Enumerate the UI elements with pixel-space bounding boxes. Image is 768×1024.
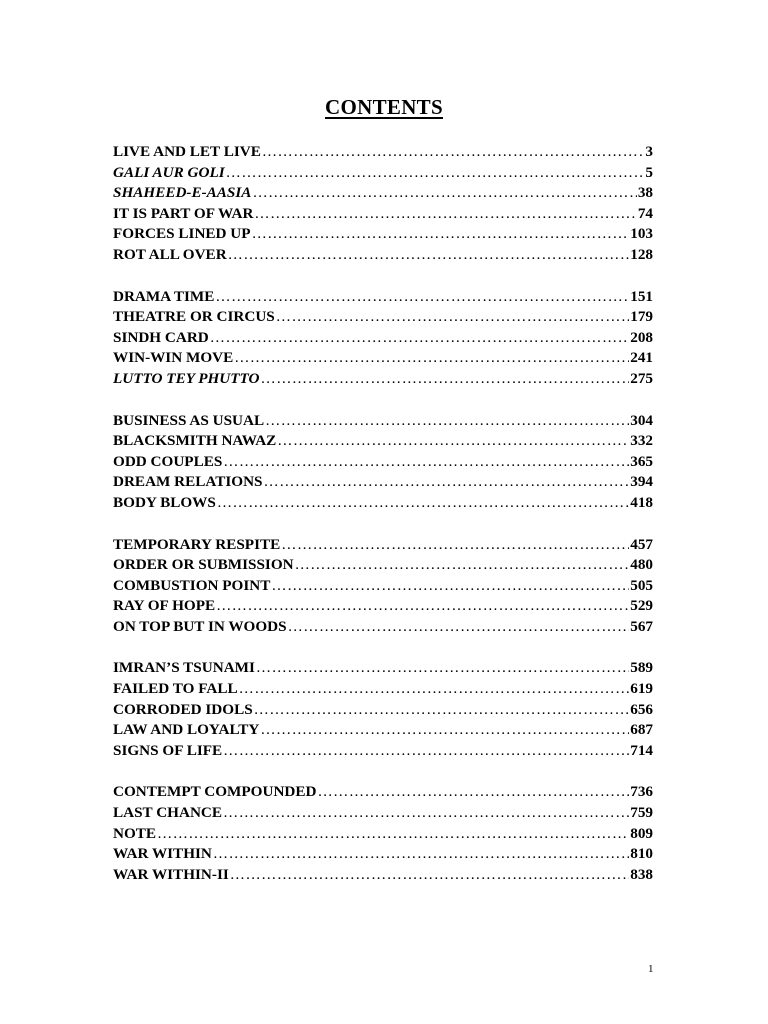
dot-leader (260, 720, 629, 741)
toc-entry-title: DREAM RELATIONS (113, 473, 263, 491)
toc-entry-page: 304 (630, 411, 653, 429)
toc-entry-title: THEATRE OR CIRCUS (113, 308, 275, 326)
dot-leader (254, 700, 630, 721)
toc-group (113, 411, 653, 514)
dot-leader (223, 741, 629, 762)
toc-entry (113, 700, 653, 721)
dot-leader (254, 204, 636, 225)
table-of-contents (113, 142, 653, 906)
toc-entry-page: 759 (630, 804, 653, 822)
toc-entry-title: WIN-WIN MOVE (113, 349, 234, 367)
toc-entry-title: ORDER OR SUBMISSION (113, 556, 294, 574)
toc-entry-title: GALI AUR GOLI (113, 163, 225, 181)
toc-entry-title: LAW AND LOYALTY (113, 721, 260, 739)
toc-entry-title: BUSINESS AS USUAL (113, 411, 265, 429)
toc-entry-title: TEMPORARY RESPITE (113, 535, 281, 553)
toc-entry-page: 128 (630, 245, 653, 263)
toc-entry (113, 163, 653, 184)
toc-entry-page: 151 (630, 287, 653, 305)
toc-entry-title: FORCES LINED UP (113, 225, 251, 243)
dot-leader (265, 411, 629, 432)
dot-leader (262, 142, 645, 163)
toc-entry-page: 810 (630, 845, 653, 863)
toc-entry-title: COMBUSTION POINT (113, 576, 271, 594)
toc-entry (113, 411, 653, 432)
toc-entry (113, 535, 653, 556)
toc-entry (113, 844, 653, 865)
toc-entry-page: 418 (630, 493, 653, 511)
toc-entry (113, 142, 653, 163)
toc-entry-title: LAST CHANCE (113, 804, 223, 822)
toc-entry (113, 576, 653, 597)
dot-leader (317, 782, 629, 803)
toc-entry (113, 245, 653, 266)
toc-entry-page: 714 (630, 741, 653, 759)
toc-entry (113, 452, 653, 473)
toc-group (113, 142, 653, 266)
toc-entry-page: 589 (630, 659, 653, 677)
toc-entry-title: FAILED TO FALL (113, 680, 238, 698)
toc-entry-title: LIVE AND LET LIVE (113, 143, 261, 160)
toc-group (113, 658, 653, 761)
toc-entry (113, 555, 653, 576)
toc-entry-title: NOTE (113, 824, 157, 842)
dot-leader (288, 617, 630, 638)
toc-entry-page: 567 (630, 617, 653, 635)
toc-entry-title: BLACKSMITH NAWAZ (113, 432, 277, 450)
toc-entry (113, 328, 653, 349)
dot-leader (277, 431, 629, 452)
toc-entry (113, 720, 653, 741)
dot-leader (213, 844, 629, 865)
toc-entry-page: 365 (630, 452, 653, 470)
toc-entry-title: DRAMA TIME (113, 287, 215, 305)
toc-entry (113, 658, 653, 679)
toc-entry (113, 472, 653, 493)
toc-entry (113, 493, 653, 514)
toc-entry-page: 619 (630, 680, 653, 698)
toc-entry-page: 838 (630, 865, 653, 883)
toc-entry-page: 275 (630, 369, 653, 387)
toc-entry-page: 480 (630, 556, 653, 574)
toc-entry (113, 204, 653, 225)
page-number: 1 (648, 963, 654, 975)
toc-entry-page: 656 (630, 700, 653, 718)
toc-entry-title: BODY BLOWS (113, 493, 216, 511)
toc-entry (113, 224, 653, 245)
toc-group (113, 535, 653, 638)
dot-leader (230, 865, 629, 886)
toc-entry-title: CORRODED IDOLS (113, 700, 253, 718)
dot-leader (228, 245, 630, 266)
toc-entry (113, 287, 653, 308)
toc-group (113, 287, 653, 390)
dot-leader (210, 328, 629, 349)
toc-entry-title: WAR WITHIN-II (113, 865, 229, 883)
toc-entry-page: 332 (630, 432, 653, 450)
toc-group (113, 782, 653, 885)
toc-entry (113, 596, 653, 617)
toc-entry (113, 865, 653, 886)
dot-leader (276, 307, 629, 328)
page-title: CONTENTS (325, 95, 443, 119)
toc-entry-page: 529 (630, 597, 653, 615)
dot-leader (226, 163, 645, 184)
dot-leader (223, 452, 629, 473)
toc-entry-page: 457 (630, 535, 653, 553)
toc-entry (113, 803, 653, 824)
toc-entry-page: 179 (630, 308, 653, 326)
toc-entry-title: IMRAN’S TSUNAMI (113, 659, 255, 677)
toc-entry-page: 736 (630, 783, 653, 801)
toc-entry (113, 824, 653, 845)
toc-entry (113, 369, 653, 390)
toc-entry-page: 208 (630, 328, 653, 346)
toc-entry (113, 307, 653, 328)
toc-entry-title: WAR WITHIN (113, 845, 212, 863)
dot-leader (261, 369, 630, 390)
dot-leader (239, 679, 630, 700)
dot-leader (252, 183, 636, 204)
toc-entry-title: SINDH CARD (113, 328, 209, 346)
dot-leader (157, 824, 629, 845)
dot-leader (217, 493, 629, 514)
toc-entry-title: ON TOP BUT IN WOODS (113, 617, 287, 635)
dot-leader (223, 803, 629, 824)
toc-entry-page: 241 (630, 349, 653, 367)
toc-entry-title: SIGNS OF LIFE (113, 741, 223, 759)
toc-entry-page: 505 (630, 576, 653, 594)
toc-entry (113, 741, 653, 762)
toc-entry-page: 687 (630, 721, 653, 739)
dot-leader (256, 658, 629, 679)
toc-entry (113, 431, 653, 452)
toc-entry-title: IT IS PART OF WAR (113, 204, 254, 222)
toc-entry-title: CONTEMPT COMPOUNDED (113, 783, 317, 801)
toc-entry-title: RAY OF HOPE (113, 597, 216, 615)
dot-leader (216, 596, 629, 617)
dot-leader (252, 224, 630, 245)
toc-entry (113, 348, 653, 369)
toc-entry-title: LUTTO TEY PHUTTO (113, 369, 260, 387)
toc-entry (113, 183, 653, 204)
toc-entry-page: 3 (645, 143, 653, 160)
toc-entry (113, 782, 653, 803)
dot-leader (271, 576, 629, 597)
dot-leader (281, 535, 629, 556)
toc-entry-title: ROT ALL OVER (113, 245, 227, 263)
dot-leader (264, 472, 630, 493)
toc-entry (113, 617, 653, 638)
toc-entry-page: 5 (645, 163, 653, 181)
dot-leader (234, 348, 629, 369)
toc-entry-page: 103 (630, 225, 653, 243)
toc-entry-page: 394 (630, 473, 653, 491)
toc-entry-page: 74 (637, 204, 653, 222)
toc-entry (113, 679, 653, 700)
toc-entry-page: 809 (630, 824, 653, 842)
dot-leader (295, 555, 630, 576)
toc-entry-page: 38 (637, 184, 653, 202)
toc-entry-title: ODD COUPLES (113, 452, 223, 470)
toc-entry-title: SHAHEED-E-AASIA (113, 184, 252, 202)
dot-leader (215, 287, 629, 308)
